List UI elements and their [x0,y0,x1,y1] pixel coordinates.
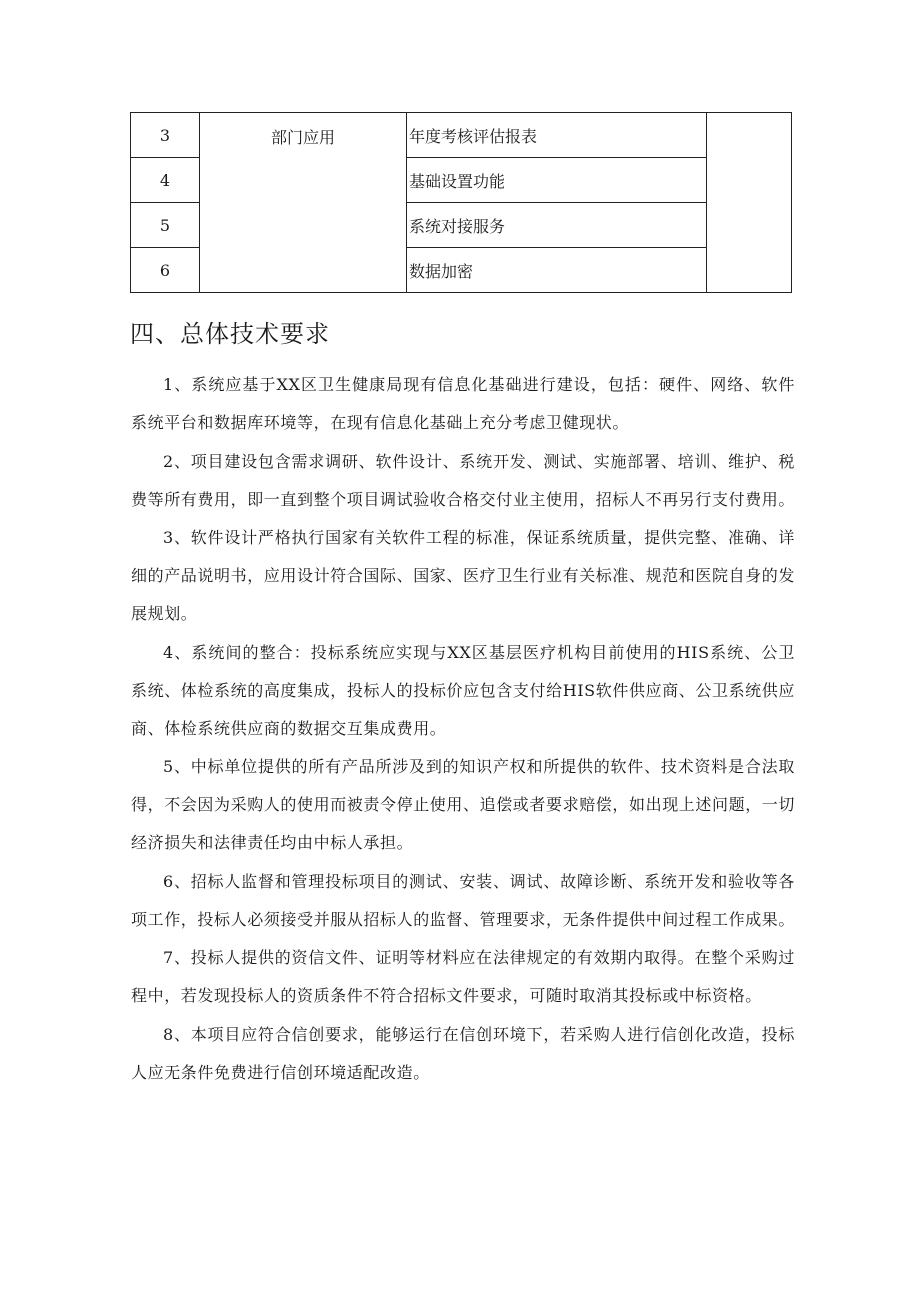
table-row [131,113,792,158]
row-number: 5 [131,203,200,248]
row-number: 3 [131,113,200,158]
row-number: 6 [131,248,200,293]
paragraph-7: 7、投标人提供的资信文件、证明等材料应在法律规定的有效期内取得。在整个采购过程中，若发现投标人的资质条件不符合招标文件要求，可随时取消其投标或中标资格。 [131,948,795,1005]
requirements-table [130,112,792,293]
section-body [131,366,795,1092]
paragraph-6: 6、招标人监督和管理投标项目的测试、安装、调试、故障诊断、系统开发和验收等各项工作，投标人必须接受并服从招标人的监督、管理要求，无条件提供中间过程工作成果。 [131,871,796,929]
item-cell: 数据加密 [407,248,707,293]
category-cell: 部门应用 [200,113,407,293]
paragraph-1: 1、系统应基于XX区卫生健康局现有信息化基础进行建设，包括：硬件、网络、软件系统平台和数据库环境等，在现有信息化基础上充分考虑卫健现状。 [131,375,795,432]
paragraph-3: 3、软件设计严格执行国家有关软件工程的标准，保证系统质量，提供完整、准确、详细的产品说明书，应用设计符合国际、国家、医疗卫生行业有关标准、规范和医院自身的发展规划。 [131,528,796,623]
item-cell: 系统对接服务 [407,203,707,248]
item-cell: 基础设置功能 [407,158,707,203]
paragraph-2: 2、项目建设包含需求调研、软件设计、系统开发、测试、实施部署、培训、维护、税费等所有费用，即一直到整个项目调试验收合格交付业主使用，招标人不再另行支付费用。 [131,451,796,509]
row-number: 4 [131,158,200,203]
item-cell: 年度考核评估报表 [407,113,707,158]
paragraph-8: 8、本项目应符合信创要求，能够运行在信创环境下，若采购人进行信创化改造，投标人应无条件免费进行信创环境适配改造。 [131,1024,795,1082]
paragraph-4: 4、系统间的整合：投标系统应实现与XX区基层医疗机构目前使用的HIS系统、公卫系统、体检系统的高度集成，投标人的投标价应包含支付给HIS软件供应商、公卫系统供应商、体检系统供应商的数据交互集成费用。 [131,642,795,738]
remarks-cell [707,113,792,293]
paragraph-5: 5、中标单位提供的所有产品所涉及到的知识产权和所提供的软件、技术资料是合法取得，不会因为采购人的使用而被责令停止使用、追偿或者要求赔偿，如出现上述问题，一切经济损失和法律责任均由中标人承担。 [131,757,796,852]
section-heading: 四、总体技术要求 [130,320,330,348]
